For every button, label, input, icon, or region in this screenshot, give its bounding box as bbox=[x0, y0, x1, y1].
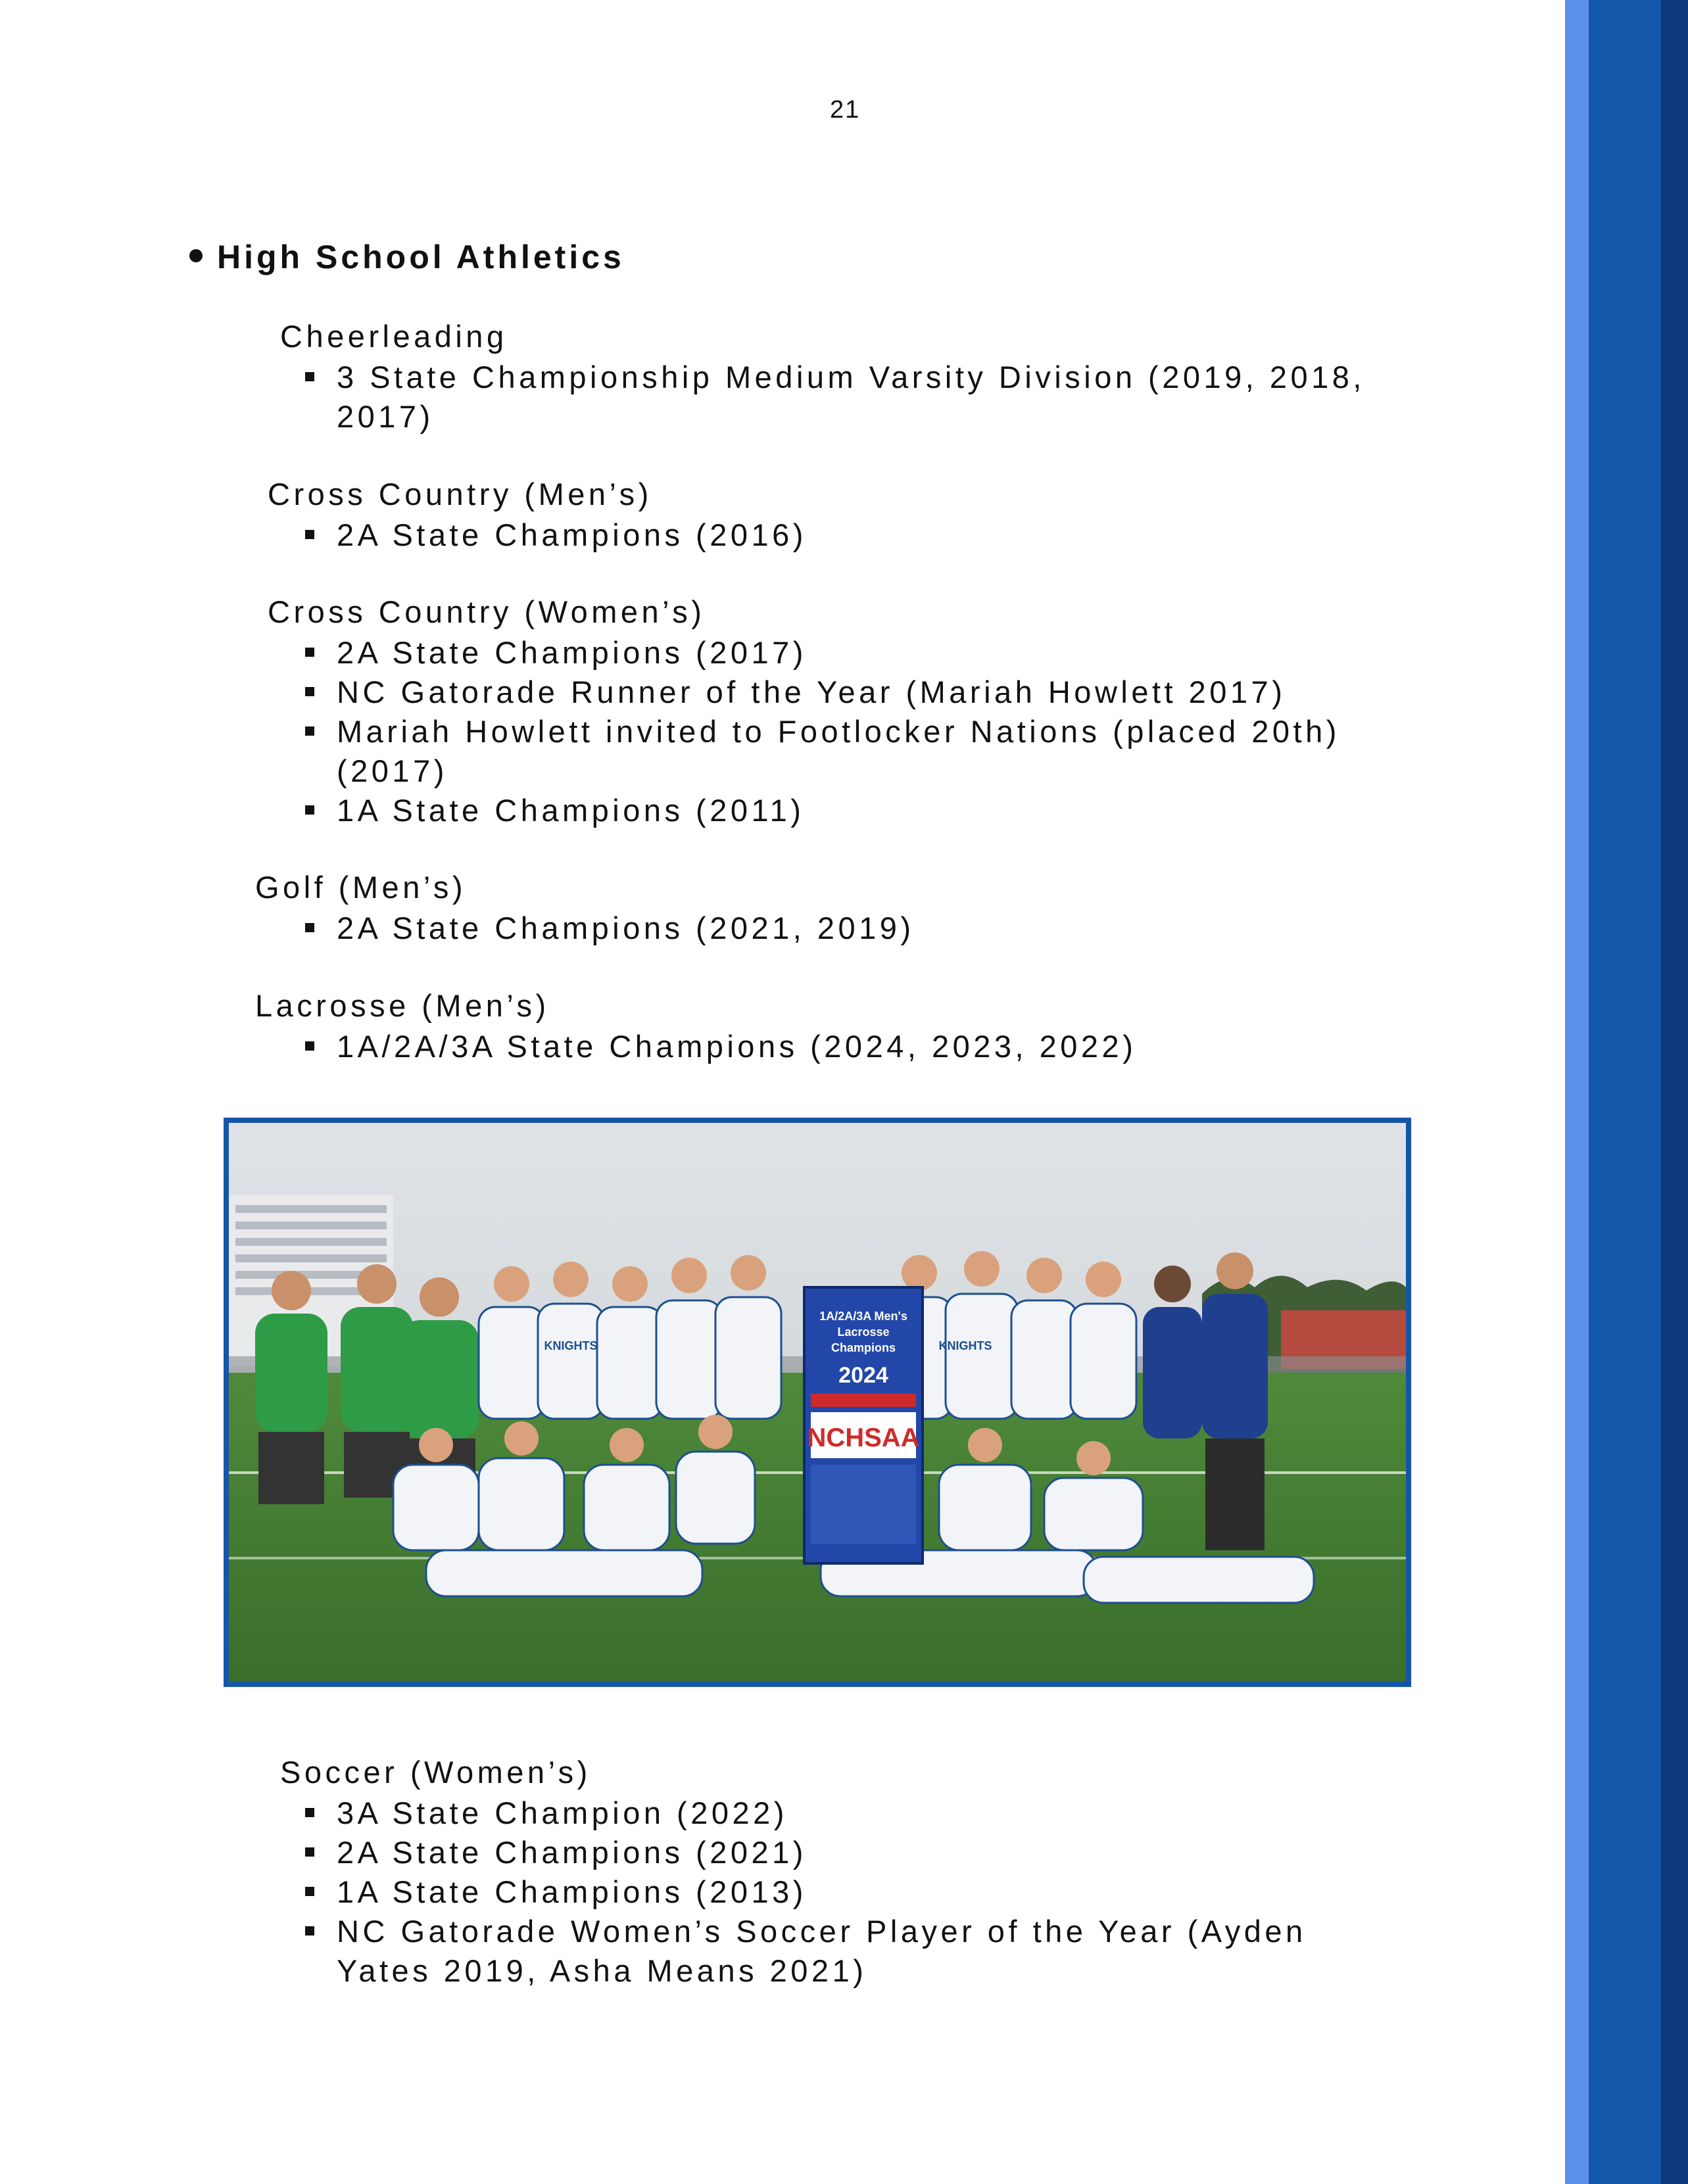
jersey-text: KNIGHTS bbox=[938, 1339, 992, 1352]
banner-line3: Champions bbox=[831, 1341, 896, 1354]
banner-org: NCHSAA bbox=[807, 1423, 920, 1452]
sport-heading-cross-country-men: Cross Country (Men’s) bbox=[268, 477, 652, 511]
banner-line1: 1A/2A/3A Men's bbox=[819, 1310, 907, 1323]
bullet-icon bbox=[189, 249, 203, 262]
list-item: 1A State Champions (2013) bbox=[337, 1872, 807, 1912]
list-item: NC Gatorade Runner of the Year (Mariah Howlett 2017) bbox=[337, 673, 1286, 712]
sport-heading-soccer-women: Soccer (Women’s) bbox=[280, 1755, 591, 1790]
sport-heading-cross-country-women: Cross Country (Women’s) bbox=[268, 594, 706, 629]
champions-banner bbox=[804, 1287, 923, 1563]
sport-heading-lacrosse-men: Lacrosse (Men’s) bbox=[255, 988, 550, 1023]
list-item: NC Gatorade Women’s Soccer Player of the Year (Ayden bbox=[337, 1912, 1307, 1951]
section-heading bbox=[189, 238, 625, 276]
list-item-continuation: 2017) bbox=[337, 399, 434, 434]
decorative-stripe-dark bbox=[1661, 0, 1688, 2184]
list-item: 2A State Champions (2021, 2019) bbox=[337, 909, 915, 948]
list-item: 1A State Champions (2011) bbox=[337, 791, 804, 830]
team-photo bbox=[224, 1118, 1411, 1687]
section-title: High School Athletics bbox=[217, 239, 625, 275]
list-item: 1A/2A/3A State Champions (2024, 2023, 2022) bbox=[337, 1027, 1136, 1066]
banner-line2: Lacrosse bbox=[837, 1325, 890, 1339]
banner-year: 2024 bbox=[838, 1363, 888, 1388]
decorative-stripe-mid bbox=[1589, 0, 1661, 2184]
jersey-text: KNIGHTS bbox=[544, 1339, 598, 1352]
list-item-continuation: (2017) bbox=[337, 753, 448, 788]
sport-heading-cheerleading: Cheerleading bbox=[280, 319, 508, 354]
team-photo-illustration bbox=[229, 1123, 1406, 1682]
list-item: Mariah Howlett invited to Footlocker Nations (placed 20th) bbox=[337, 712, 1340, 751]
list-item: 2A State Champions (2017) bbox=[337, 633, 807, 673]
sport-heading-golf-men: Golf (Men’s) bbox=[255, 870, 467, 905]
list-item: 3 State Championship Medium Varsity Division (2019, 2018, bbox=[337, 358, 1365, 397]
page-number: 21 bbox=[830, 96, 861, 124]
list-item: 2A State Champions (2021) bbox=[337, 1833, 807, 1872]
list-item: 3A State Champion (2022) bbox=[337, 1793, 788, 1833]
list-item-continuation: Yates 2019, Asha Means 2021) bbox=[337, 1953, 867, 1988]
decorative-stripe-light bbox=[1565, 0, 1589, 2184]
list-item: 2A State Champions (2016) bbox=[337, 515, 807, 555]
